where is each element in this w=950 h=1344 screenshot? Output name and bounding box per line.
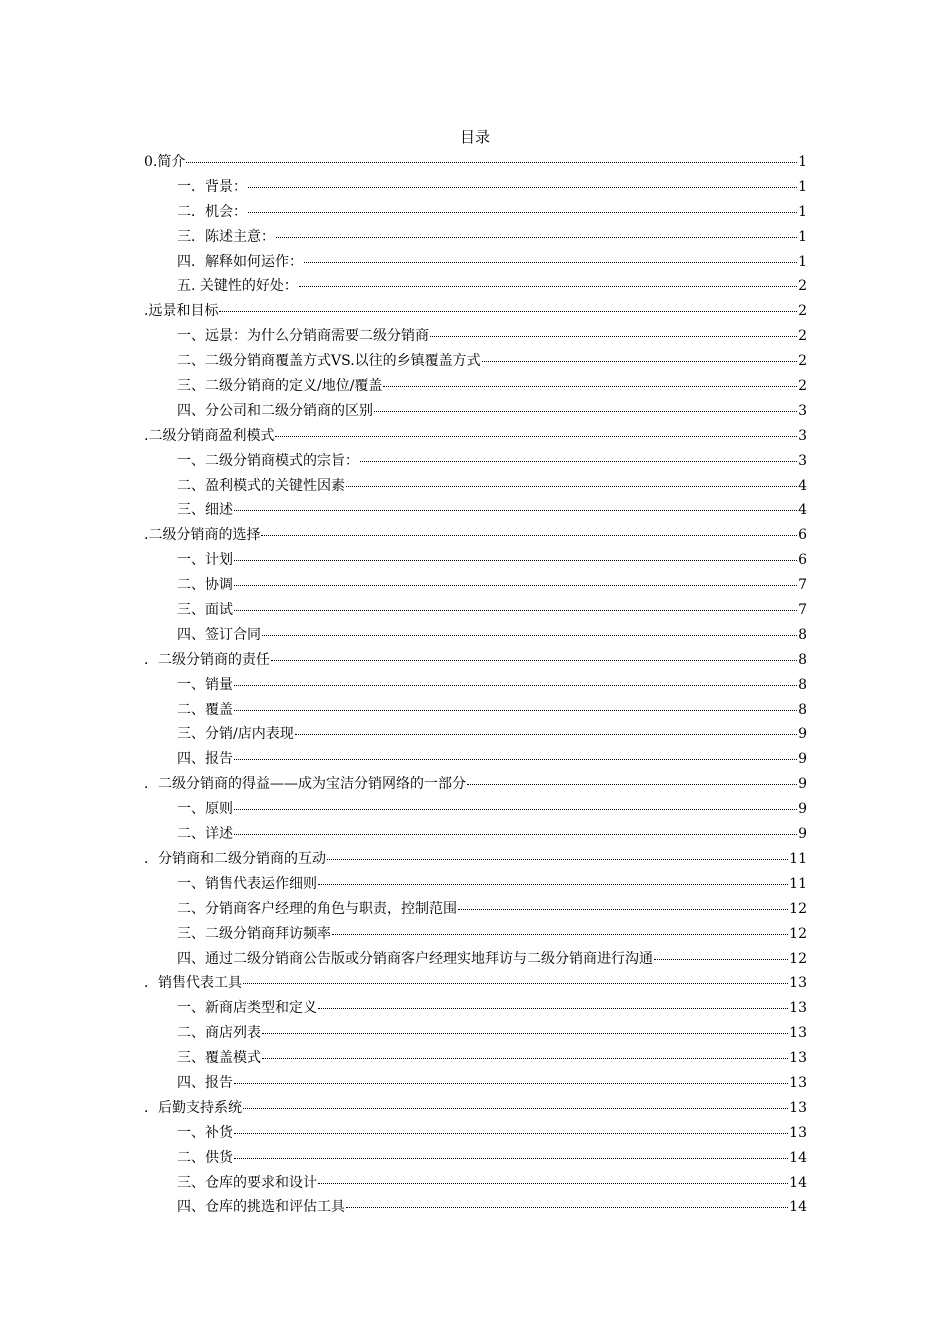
- toc-subsection-entry[interactable]: [144, 177, 807, 202]
- toc-dot-leader: [262, 634, 797, 636]
- toc-page-number: 8: [798, 651, 807, 668]
- toc-subsection-entry[interactable]: [144, 924, 807, 949]
- toc-dot-leader: [275, 435, 797, 437]
- toc-page-number: 12: [789, 950, 807, 967]
- toc-page-number: 1: [798, 154, 807, 170]
- toc-subsection-entry[interactable]: [144, 550, 807, 575]
- toc-dot-leader: [234, 1132, 788, 1134]
- toc-page-number: 1: [798, 253, 807, 270]
- toc-section-entry[interactable]: [144, 152, 807, 177]
- toc-entry-title: 一、计划: [177, 552, 233, 569]
- toc-section-entry[interactable]: [144, 774, 807, 799]
- toc-subsection-entry[interactable]: [144, 351, 807, 376]
- toc-entry-title: 二、盈利模式的关键性因素: [177, 477, 345, 494]
- toc-subsection-entry[interactable]: [144, 1023, 807, 1048]
- toc-page-number: 12: [789, 925, 807, 942]
- toc-section-entry[interactable]: [144, 301, 807, 326]
- toc-subsection-entry[interactable]: [144, 600, 807, 625]
- toc-subsection-entry[interactable]: [144, 700, 807, 725]
- toc-page-number: 6: [798, 527, 807, 544]
- toc-entry-title: 一、二级分销商模式的宗旨：: [177, 452, 359, 469]
- toc-dot-leader: [654, 958, 788, 960]
- toc-entry-title: 三、二级分销商的定义/地位/覆盖: [177, 378, 383, 395]
- toc-subsection-entry[interactable]: [144, 276, 807, 301]
- toc-page-number: 2: [798, 378, 807, 395]
- toc-page-number: 2: [798, 303, 807, 320]
- toc-entry-title: 二、协调: [177, 577, 233, 594]
- toc-page-number: 13: [789, 1050, 807, 1067]
- toc-dot-leader: [346, 485, 797, 487]
- toc-subsection-entry[interactable]: [144, 1123, 807, 1148]
- toc-entry-title: .远景和目标: [144, 303, 219, 320]
- toc-subsection-entry[interactable]: [144, 476, 807, 501]
- toc-subsection-entry[interactable]: [144, 401, 807, 426]
- toc-entry-title: 三、二级分销商拜访频率: [177, 925, 331, 942]
- toc-subsection-entry[interactable]: [144, 625, 807, 650]
- toc-entry-title: ．后勤支持系统: [144, 1099, 242, 1116]
- toc-entry-title: 二、供货: [177, 1149, 233, 1166]
- toc-entry-title: 三、仓库的要求和设计: [177, 1174, 317, 1191]
- toc-section-entry[interactable]: [144, 849, 807, 874]
- toc-subsection-entry[interactable]: [144, 899, 807, 924]
- toc-entry-title: 二、分销商客户经理的角色与职责，控制范围: [177, 900, 457, 917]
- toc-page-number: 13: [789, 1025, 807, 1042]
- toc-page-number: 9: [798, 801, 807, 818]
- toc-page-number: 13: [789, 1074, 807, 1091]
- toc-entry-title: .二级分销商盈利模式: [144, 427, 275, 444]
- toc-dot-leader: [327, 858, 788, 860]
- toc-entry-title: 一、远景：为什么分销商需要二级分销商: [177, 328, 429, 345]
- toc-section-entry[interactable]: [144, 1098, 807, 1123]
- toc-dot-leader: [234, 559, 797, 561]
- toc-entry-title: 一、补货: [177, 1124, 233, 1141]
- toc-page-number: 7: [798, 577, 807, 594]
- toc-dot-leader: [248, 211, 797, 213]
- toc-entry-title: 四．解释如何运作：: [177, 253, 303, 270]
- toc-section-entry[interactable]: [144, 650, 807, 675]
- toc-page-number: 1: [798, 178, 807, 195]
- toc-dot-leader: [234, 509, 797, 511]
- toc-entry-title: 三．陈述主意：: [177, 228, 275, 245]
- toc-dot-leader: [234, 833, 797, 835]
- toc-page-number: 3: [798, 402, 807, 419]
- toc-entry-title: .二级分销商的选择: [144, 527, 261, 544]
- toc-subsection-entry[interactable]: [144, 500, 807, 525]
- toc-subsection-entry[interactable]: [144, 949, 807, 974]
- toc-page-number: 14: [789, 1149, 807, 1166]
- toc-entry-title: 二．机会：: [177, 203, 247, 220]
- toc-dot-leader: [234, 808, 797, 810]
- toc-subsection-entry[interactable]: [144, 376, 807, 401]
- toc-section-entry[interactable]: [144, 426, 807, 451]
- toc-subsection-entry[interactable]: [144, 451, 807, 476]
- toc-subsection-entry[interactable]: [144, 1073, 807, 1098]
- toc-dot-leader: [243, 1107, 788, 1109]
- toc-page-number: 13: [789, 975, 807, 992]
- toc-subsection-entry[interactable]: [144, 874, 807, 899]
- toc-page-number: 9: [798, 751, 807, 768]
- toc-dot-leader: [234, 684, 797, 686]
- toc-page-number: 4: [798, 477, 807, 494]
- toc-entry-title: 五. 关键性的好处：: [177, 278, 298, 295]
- toc-entry-title: 一、新商店类型和定义: [177, 1000, 317, 1017]
- toc-entry-title: 四、分公司和二级分销商的区别: [177, 402, 373, 419]
- toc-dot-leader: [271, 659, 797, 661]
- toc-page-number: 6: [798, 552, 807, 569]
- toc-dot-leader: [318, 1182, 788, 1184]
- toc-page-number: 14: [789, 1174, 807, 1191]
- toc-dot-leader: [276, 236, 797, 238]
- toc-subsection-entry[interactable]: [144, 1173, 807, 1198]
- toc-dot-leader: [234, 1082, 788, 1084]
- toc-entry-title: 二、商店列表: [177, 1025, 261, 1042]
- toc-page-number: 11: [789, 850, 807, 867]
- toc-dot-leader: [295, 733, 797, 735]
- toc-subsection-entry[interactable]: [144, 227, 807, 252]
- toc-entry-title: 一、销量: [177, 676, 233, 693]
- toc-entry-title: 四、通过二级分销商公告版或分销商客户经理实地拜访与二级分销商进行沟通: [177, 950, 653, 967]
- toc-entry-title: ．二级分销商的得益——成为宝洁分销网络的一部分: [144, 776, 466, 793]
- toc-dot-leader: [304, 261, 797, 263]
- toc-page-number: 9: [798, 726, 807, 743]
- toc-page-number: 8: [798, 701, 807, 718]
- toc-dot-leader: [248, 186, 797, 188]
- toc-page-number: 13: [789, 1099, 807, 1116]
- toc-page-number: 2: [798, 353, 807, 370]
- table-of-contents: [144, 152, 807, 1222]
- toc-subsection-entry[interactable]: [144, 575, 807, 600]
- toc-page-number: 12: [789, 900, 807, 917]
- toc-page-number: 14: [789, 1199, 807, 1216]
- toc-page-number: 3: [798, 452, 807, 469]
- toc-subsection-entry[interactable]: [144, 749, 807, 774]
- toc-entry-title: 二、详述: [177, 826, 233, 843]
- toc-entry-title: 三、面试: [177, 602, 233, 619]
- toc-page-number: 8: [798, 676, 807, 693]
- toc-subsection-entry[interactable]: [144, 326, 807, 351]
- toc-dot-leader: [262, 1032, 788, 1034]
- toc-entry-title: 二、覆盖: [177, 701, 233, 718]
- toc-page-number: 8: [798, 626, 807, 643]
- toc-dot-leader: [261, 534, 797, 536]
- toc-dot-leader: [318, 883, 788, 885]
- toc-entry-title: ．二级分销商的责任: [144, 651, 270, 668]
- toc-page-number: 13: [789, 1000, 807, 1017]
- toc-page-number: 9: [798, 826, 807, 843]
- toc-entry-title: 二、二级分销商覆盖方式VS.以往的乡镇覆盖方式: [177, 353, 481, 370]
- toc-dot-leader: [299, 285, 797, 287]
- toc-entry-title: 四、签订合同: [177, 626, 261, 643]
- toc-dot-leader: [234, 1157, 788, 1159]
- toc-page-number: 9: [798, 776, 807, 793]
- toc-entry-title: 四、报告: [177, 1074, 233, 1091]
- toc-entry-title: ．分销商和二级分销商的互动: [144, 850, 326, 867]
- toc-dot-leader: [346, 1206, 788, 1208]
- toc-page-number: 13: [789, 1124, 807, 1141]
- toc-dot-leader: [219, 310, 797, 312]
- toc-subsection-entry[interactable]: [144, 724, 807, 749]
- toc-page-number: 11: [789, 875, 807, 892]
- toc-title: 目录: [459, 128, 490, 146]
- toc-entry-title: 一．背景：: [177, 178, 247, 195]
- toc-entry-title: ．销售代表工具: [144, 975, 242, 992]
- toc-dot-leader: [318, 1007, 788, 1009]
- toc-dot-leader: [467, 783, 797, 785]
- toc-dot-leader: [374, 410, 797, 412]
- toc-dot-leader: [234, 709, 797, 711]
- toc-subsection-entry[interactable]: [144, 799, 807, 824]
- toc-subsection-entry[interactable]: [144, 252, 807, 277]
- toc-subsection-entry[interactable]: [144, 998, 807, 1023]
- toc-dot-leader: [458, 908, 788, 910]
- toc-page-number: 7: [798, 602, 807, 619]
- toc-entry-title: 三、覆盖模式: [177, 1050, 261, 1067]
- toc-section-entry[interactable]: [144, 525, 807, 550]
- toc-dot-leader: [262, 1057, 788, 1059]
- toc-dot-leader: [430, 335, 797, 337]
- toc-dot-leader: [186, 161, 797, 163]
- toc-page-number: 1: [798, 203, 807, 220]
- toc-dot-leader: [482, 360, 797, 362]
- toc-dot-leader: [360, 460, 797, 462]
- toc-page-number: 1: [798, 228, 807, 245]
- toc-dot-leader: [234, 609, 797, 611]
- toc-dot-leader: [243, 982, 788, 984]
- toc-dot-leader: [234, 584, 797, 586]
- toc-subsection-entry[interactable]: [144, 1197, 807, 1222]
- toc-subsection-entry[interactable]: [144, 202, 807, 227]
- toc-dot-leader: [234, 758, 797, 760]
- toc-subsection-entry[interactable]: [144, 675, 807, 700]
- toc-page-number: 2: [798, 278, 807, 295]
- toc-entry-title: 四、报告: [177, 751, 233, 768]
- toc-page-number: 4: [798, 502, 807, 519]
- toc-entry-title: 0.简介: [144, 154, 186, 170]
- toc-entry-title: 一、原则: [177, 801, 233, 818]
- toc-entry-title: 三、细述: [177, 502, 233, 519]
- toc-section-entry[interactable]: [144, 973, 807, 998]
- toc-subsection-entry[interactable]: [144, 1048, 807, 1073]
- toc-page-number: 3: [798, 427, 807, 444]
- toc-entry-title: 三、分销/店内表现: [177, 726, 294, 743]
- toc-entry-title: 一、销售代表运作细则: [177, 875, 317, 892]
- toc-page-number: 2: [798, 328, 807, 345]
- toc-dot-leader: [332, 933, 788, 935]
- toc-subsection-entry[interactable]: [144, 1148, 807, 1173]
- toc-entry-title: 四、仓库的挑选和评估工具: [177, 1199, 345, 1216]
- toc-subsection-entry[interactable]: [144, 824, 807, 849]
- toc-dot-leader: [383, 385, 797, 387]
